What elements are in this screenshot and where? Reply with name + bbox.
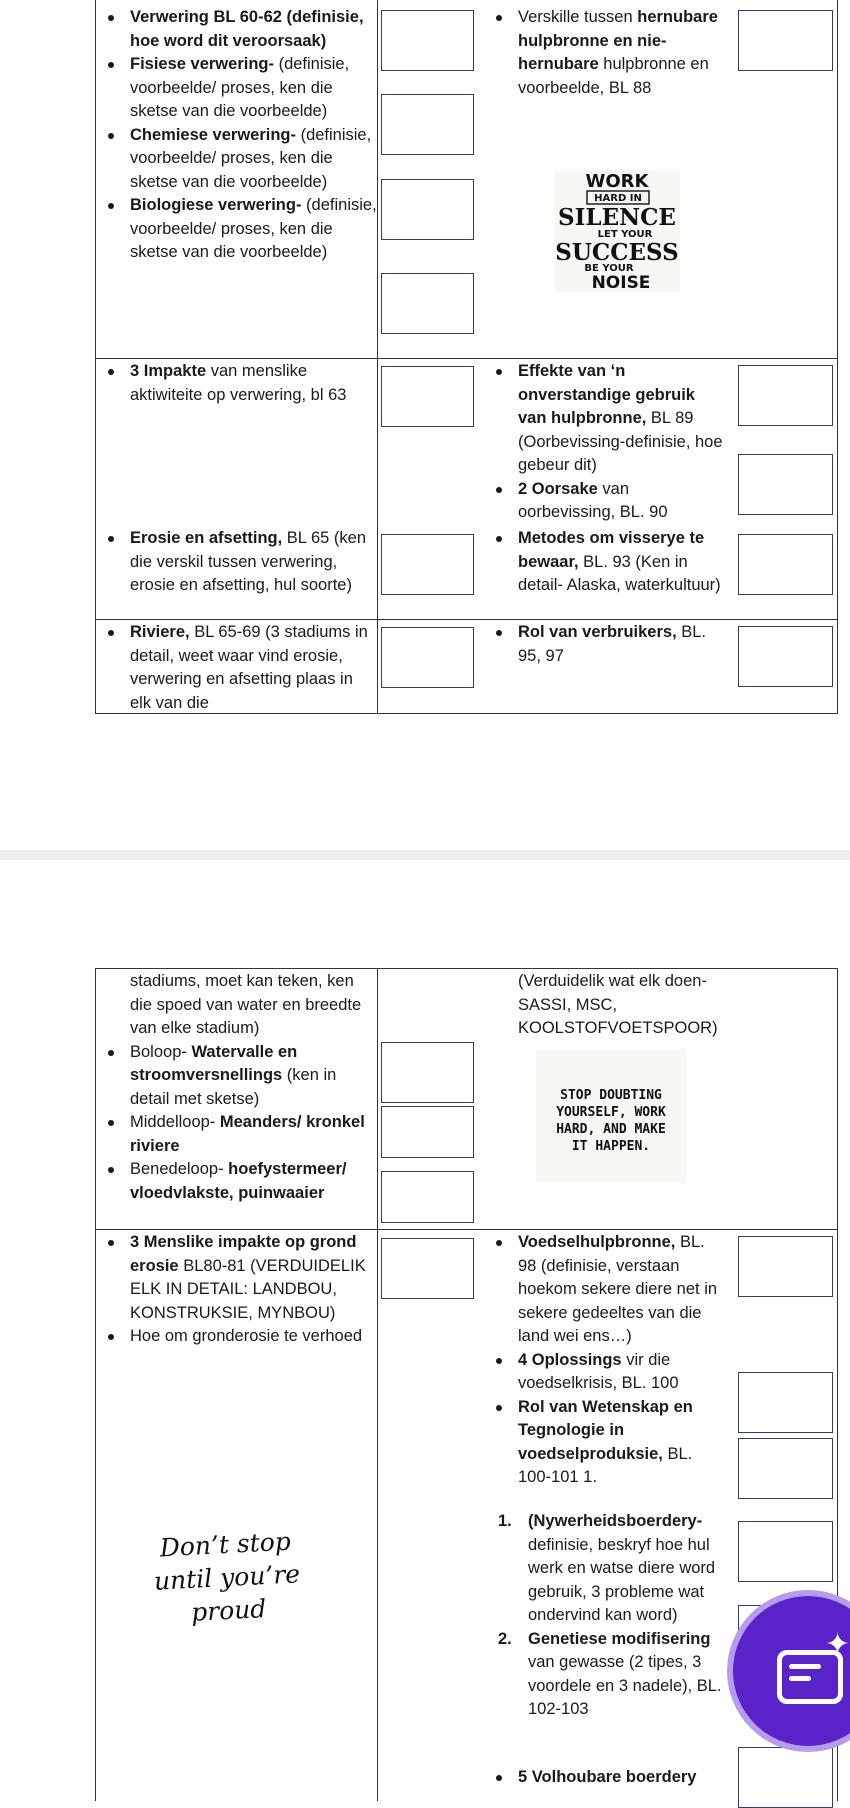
topic-list [486,6,726,100]
list-item [98,194,378,265]
text: BL 65-69 (3 stadiums in detail, weet waar vind erosie, verwering en afsetting plaas in elk van die [130,623,368,712]
table-border [95,968,96,1801]
list-item [486,1349,726,1396]
table-top-border [95,968,838,969]
svg-text:LET YOUR: LET YOUR [597,229,653,240]
svg-text:SUCCESS: SUCCESS [555,239,679,266]
bold-text: Rol van verbruikers, [518,623,677,641]
table-row-divider [95,619,838,620]
topic-list [486,527,726,598]
ai-assistant-button[interactable]: ✦ [733,1596,850,1746]
topic-list [98,970,378,1205]
topic-list [98,6,378,265]
topic-list [98,527,378,598]
checkbox[interactable] [381,273,474,334]
table-border [837,0,838,714]
list-item-continued: (Verduidelik wat elk doen- SASSI, MSC, KOOLSTOFVOETSPOOR) [518,972,718,1037]
svg-text:BE YOUR: BE YOUR [584,263,634,274]
list-item [486,6,726,100]
list-item [486,360,726,478]
document-page-2 [0,860,850,1801]
checkbox[interactable] [381,534,474,595]
text: (definisie, voorbeelde/ proses, ken die sketse van die voorbeelde) [130,125,372,191]
bold-text: Genetiese modifisering [528,1629,711,1648]
text: Boloop- [130,1042,192,1061]
table-row-divider [95,1229,838,1230]
bold-text: 3 Menslike impakte op grond erosie [130,1233,357,1275]
text: BL. 93 (Ken in detail- Alaska, waterkultuur) [518,552,721,594]
list-item [98,1158,378,1205]
topic-list [486,621,726,668]
text: (definisie, voorbeelde/ proses, ken die sketse van die voorbeelde) [130,55,350,120]
text: BL 65 (ken die verskil tussen verwering, erosie en afsetting, hul soorte) [130,529,366,594]
list-item [486,478,726,525]
numbered-item [496,1628,728,1722]
bold-text: Effekte van ‘n onverstandige gebruik van hulpbronne, [518,362,695,427]
svg-text:WORK: WORK [585,171,649,192]
text: van menslike aktiwiteite op verwering, bl 63 [130,362,347,404]
text: van gewasse (2 tipes, 3 voordele en 3 nadele), BL. 102-103 [528,1653,722,1718]
topic-list [486,1231,726,1490]
bold-text: Biologiese verwering- [130,196,302,214]
text: BL. 98 (definisie, verstaan hoekom sekere diere net in sekere gedeeltes van die land wei ens…) [518,1233,718,1345]
svg-text:NOISE: NOISE [591,273,651,292]
text: definisie, beskryf hoe hul werk en watse diere word gebruik, 3 probleme wat ondervind kan word) [528,1535,716,1624]
checkbox[interactable] [738,534,833,595]
checkbox[interactable] [381,10,474,71]
checkbox[interactable] [381,627,474,688]
list-number: 2. [498,1629,512,1648]
numbered-list [496,1510,728,1722]
checkbox[interactable] [738,1236,833,1297]
bold-text: hernubare hulpbronne en nie-hernubare [518,8,718,73]
checkbox[interactable] [381,366,474,427]
bold-text: Fisiese verwering- [130,55,274,73]
topic-list [486,970,726,1041]
topic-list [98,621,378,715]
topic-list [98,1231,378,1349]
checkbox[interactable] [738,1438,833,1499]
list-item [98,1231,378,1325]
text: BL80-81 (VERDUIDELIK ELK IN DETAIL: LANDBOU, KONSTRUKSIE, MYNBOU) [130,1256,366,1322]
svg-text:SILENCE: SILENCE [558,204,676,231]
checkbox[interactable] [738,1372,833,1433]
checkbox[interactable] [738,10,833,71]
bold-text: Meanders/ kronkel riviere [130,1113,365,1155]
text: (definisie, voorbeelde/ proses, ken die sketse van die voorbeelde) [130,196,377,261]
text: BL. 95, 97 [518,623,707,665]
bold-text: 4 Oplossings [518,1350,622,1369]
text: Middelloop- [130,1113,220,1131]
checkbox[interactable] [381,94,474,155]
checkbox[interactable] [738,365,833,426]
text: BL. 100-101 1. [518,1444,693,1486]
checkbox[interactable] [738,1747,833,1808]
topic-list [486,1766,726,1790]
text: Verskille tussen [518,8,638,26]
text: hulpbronne en voorbeelde, BL 88 [518,55,709,97]
bold-text: Voedselhulpbronne, [518,1233,676,1251]
checkbox[interactable] [381,1042,474,1103]
poster-lettering [555,170,680,292]
text: van oorbevissing, BL. 90 [518,479,668,521]
bold-text: Watervalle en stroomversnellings [130,1042,298,1084]
page-separator [0,850,850,860]
list-item [98,1041,378,1112]
motivational-quote-image [536,1049,686,1183]
list-item-continued: stadiums, moet kan teken, ken die spoed van water en breedte van elke stadium) [130,972,362,1037]
text: Hoe om gronderosie te verhoed [130,1327,363,1345]
text: (ken in detail met sketse) [130,1066,337,1108]
quote-text: STOP DOUBTING YOURSELF, WORK HARD, AND MAKE IT HAPPEN. [556,1088,666,1154]
list-item [98,1325,378,1349]
text: Benedeloop- [130,1160,229,1178]
topic-list [486,360,726,525]
checkbox[interactable] [381,1171,474,1223]
checkbox[interactable] [381,1106,474,1158]
document-page-1 [0,0,850,850]
checkbox[interactable] [738,626,833,687]
list-item [98,124,378,195]
list-item [98,527,378,598]
bold-text: 3 Impakte [130,362,207,380]
text: BL 89 (Oorbevissing-definisie, hoe gebeur dit) [518,409,723,474]
numbered-item [496,1510,728,1628]
list-number: 1. [498,1512,512,1530]
bold-text: Verwering BL 60-62 (definisie, hoe word dit veroorsaak) [130,8,364,50]
list-item [98,53,378,124]
list-item [486,1766,726,1790]
list-item [486,1231,726,1349]
list-item [98,360,378,407]
bold-text: Chemiese verwering- [130,125,296,144]
list-item [98,621,378,715]
checkbox[interactable] [738,454,833,515]
list-item [98,6,378,53]
list-item [486,1396,726,1490]
text: vir die voedselkrisis, BL. 100 [518,1350,679,1392]
checkbox[interactable] [381,179,474,240]
bold-text: Riviere, [130,623,190,641]
table-row-divider [95,358,838,359]
table-border [95,0,96,714]
bold-text: 5 Volhoubare boerdery [518,1768,697,1786]
bold-text: 2 Oorsake [518,479,598,498]
list-item [486,527,726,598]
svg-text:HARD IN: HARD IN [594,193,642,204]
list-item [98,1111,378,1158]
checkbox[interactable] [738,1521,833,1582]
motivational-poster [555,170,680,292]
list-item [486,621,726,668]
checkbox[interactable] [381,1238,474,1299]
bold-text: Erosie en afsetting, [130,529,283,547]
bold-text: (Nywerheidsboerdery- [528,1512,703,1530]
topic-list [98,360,378,407]
handwritten-quote: Don’t stop until you’re proud [153,1526,301,1627]
bold-text: Rol van Wetenskap en Tegnologie in voedselproduksie, [518,1397,693,1463]
bold-text: Metodes om visserye te bewaar, [518,529,705,571]
bold-text: hoefystermeer/ vloedvlakste, puinwaaier [130,1160,347,1202]
